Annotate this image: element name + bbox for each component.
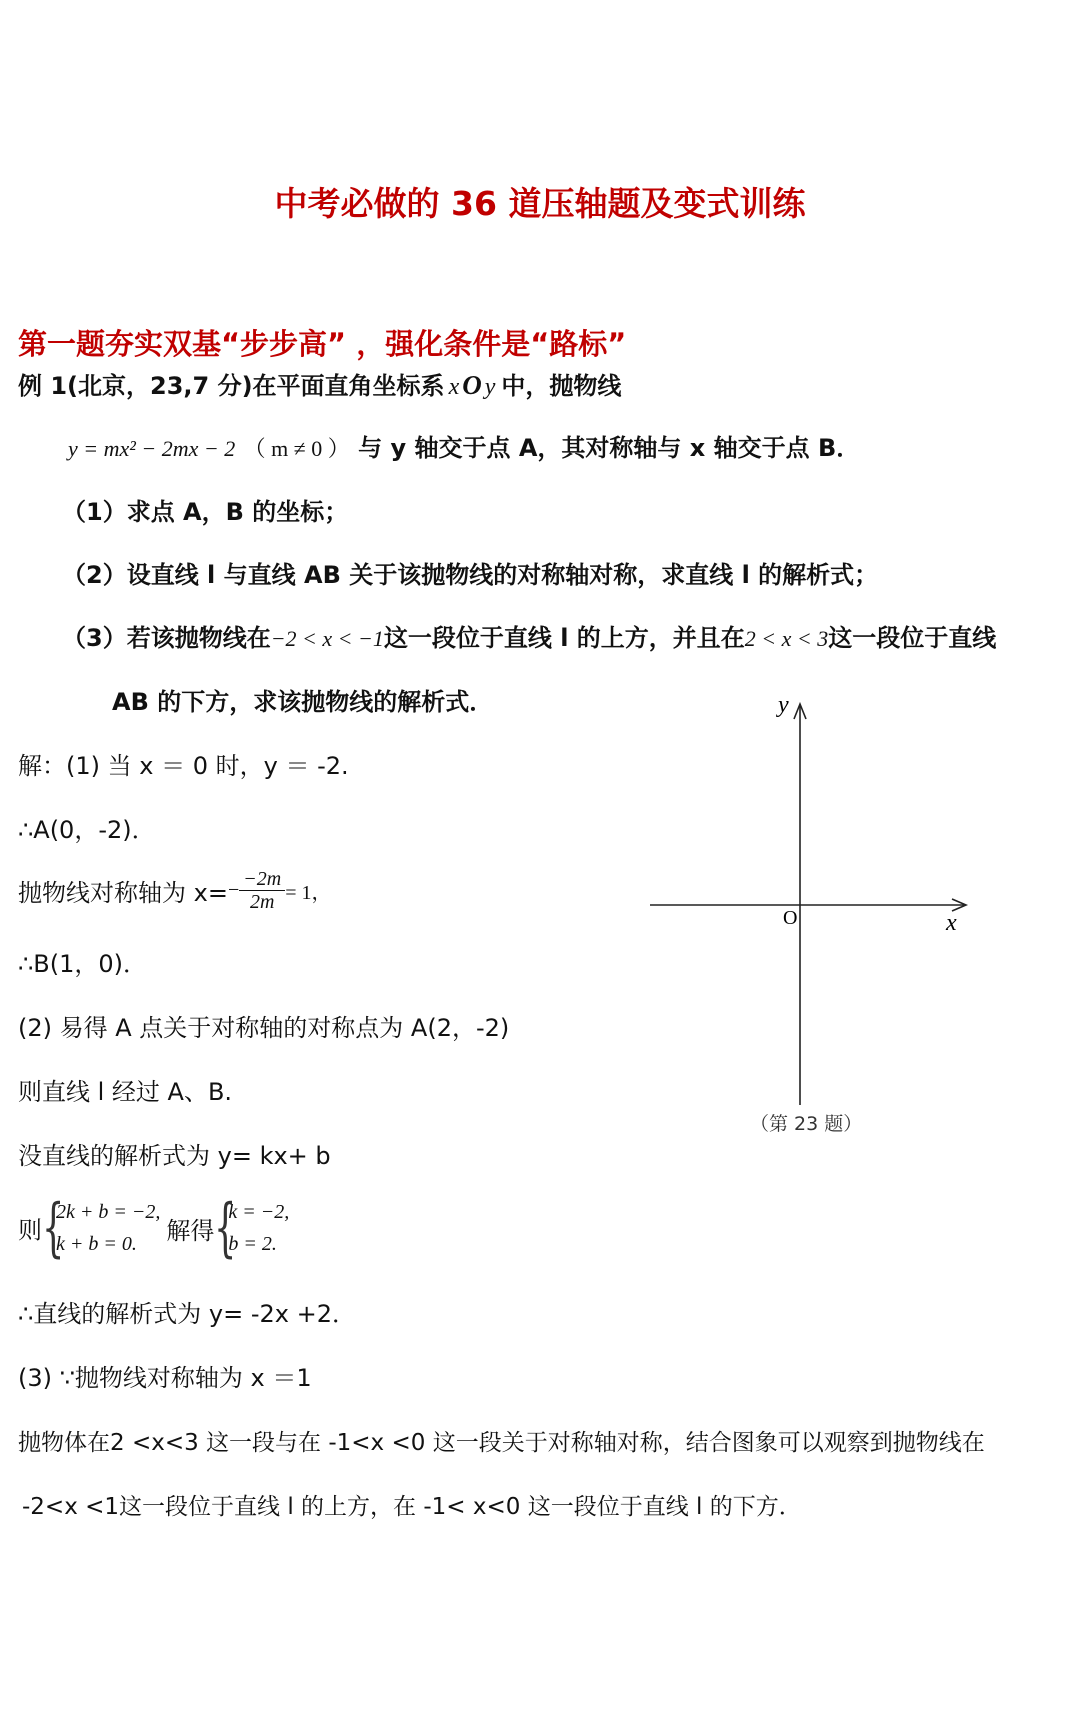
question-2: （2）设直线 l 与直线 AB 关于该抛物线的对称轴对称，求直线 l 的解析式；	[62, 561, 879, 589]
question-3-part-a: （3）若该抛物线在	[62, 624, 271, 652]
coord-o: O	[462, 370, 482, 400]
problem-line2: 与 y 轴交于点 A，其对称轴与 x 轴交于点 B．	[358, 434, 861, 462]
x-axis-label: x	[946, 910, 957, 936]
solution-step-3	[18, 868, 331, 913]
problem-lead-end: 中，抛物线	[501, 372, 622, 400]
problem-lead: 例 1(北京，23,7 分)在平面直角坐标系	[18, 372, 445, 400]
fraction	[239, 868, 285, 913]
equation-1: 2k + b = −2,	[56, 1201, 161, 1223]
solution-step-8	[18, 1191, 290, 1265]
solution-step-1: 解：(1) 当 x ＝ 0 时，y ＝ -2.	[18, 752, 349, 780]
problem-equation-line	[68, 428, 860, 463]
section-heading: 第一题夯实双基“步步高” ，强化条件是“路标”	[18, 327, 627, 361]
question-3-part-d: AB 的下方，求该抛物线的解析式．	[112, 688, 494, 716]
fraction-denominator: 2m	[249, 891, 275, 913]
fraction-numerator: −2m	[239, 868, 285, 891]
parabola-condition: （ m ≠ 0 ）	[243, 436, 350, 461]
problem-intro	[18, 366, 621, 401]
equation-system	[42, 1191, 161, 1265]
question-3	[62, 618, 996, 653]
brace-icon: {	[42, 1191, 65, 1265]
solution-step-12: -2<x <1这一段位于直线 l 的上方，在 -1< x<0 这一段位于直线 l 的下方．	[22, 1494, 802, 1520]
question-3-part-c: 这一段位于直线	[828, 624, 997, 652]
solution-step-7: 没直线的解析式为 y= kx+ b	[18, 1142, 331, 1170]
solution-step-4: ∴B(1，0)．	[18, 950, 147, 978]
parabola-equation: y = mx² − 2mx − 2	[68, 436, 236, 461]
solution-step-10: (3) ∵抛物线对称轴为 x ＝1	[18, 1364, 312, 1392]
solution-step-2: ∴A(0，-2)．	[18, 816, 156, 844]
inequality-1: −2 < x < −1	[270, 626, 384, 651]
then-text: 则	[18, 1216, 42, 1245]
fraction-result: = 1，	[285, 882, 332, 904]
coordinate-axes-figure	[700, 692, 980, 1220]
brace-icon: {	[214, 1191, 237, 1265]
origin-label: O	[783, 907, 798, 929]
solution-step-11: 抛物体在2 <x<3 这一段与在 -1<x <0 这一段关于对称轴对称，结合图象可以观察到抛物线在	[18, 1430, 985, 1456]
solution-step-6: 则直线 l 经过 A、B.	[18, 1078, 233, 1106]
solve-text: 解得	[166, 1216, 215, 1245]
solution-b: b = 2.	[228, 1233, 277, 1255]
solution-system	[214, 1191, 290, 1265]
question-1: （1）求点 A，B 的坐标；	[62, 498, 349, 526]
solution-step-9: ∴直线的解析式为 y= -2x +2．	[18, 1300, 356, 1328]
page-title: 中考必做的 36 道压轴题及变式训练	[274, 184, 806, 223]
solution-k: k = −2,	[228, 1201, 290, 1223]
y-axis-label: y	[778, 692, 789, 718]
equation-2: k + b = 0.	[56, 1233, 137, 1255]
coord-y: y	[484, 374, 496, 400]
axis-of-symmetry-text: 抛物线对称轴为 x=	[18, 879, 228, 907]
figure-caption: （第 23 题）	[750, 1113, 863, 1135]
coord-x: x	[448, 374, 460, 400]
question-3-part-b: 这一段位于直线 l 的上方，并且在	[383, 624, 745, 652]
fraction-minus: −	[227, 879, 240, 901]
solution-step-5: (2) 易得 A 点关于对称轴的对称点为 A(2，-2)	[18, 1014, 510, 1042]
inequality-2: 2 < x < 3	[744, 626, 829, 651]
